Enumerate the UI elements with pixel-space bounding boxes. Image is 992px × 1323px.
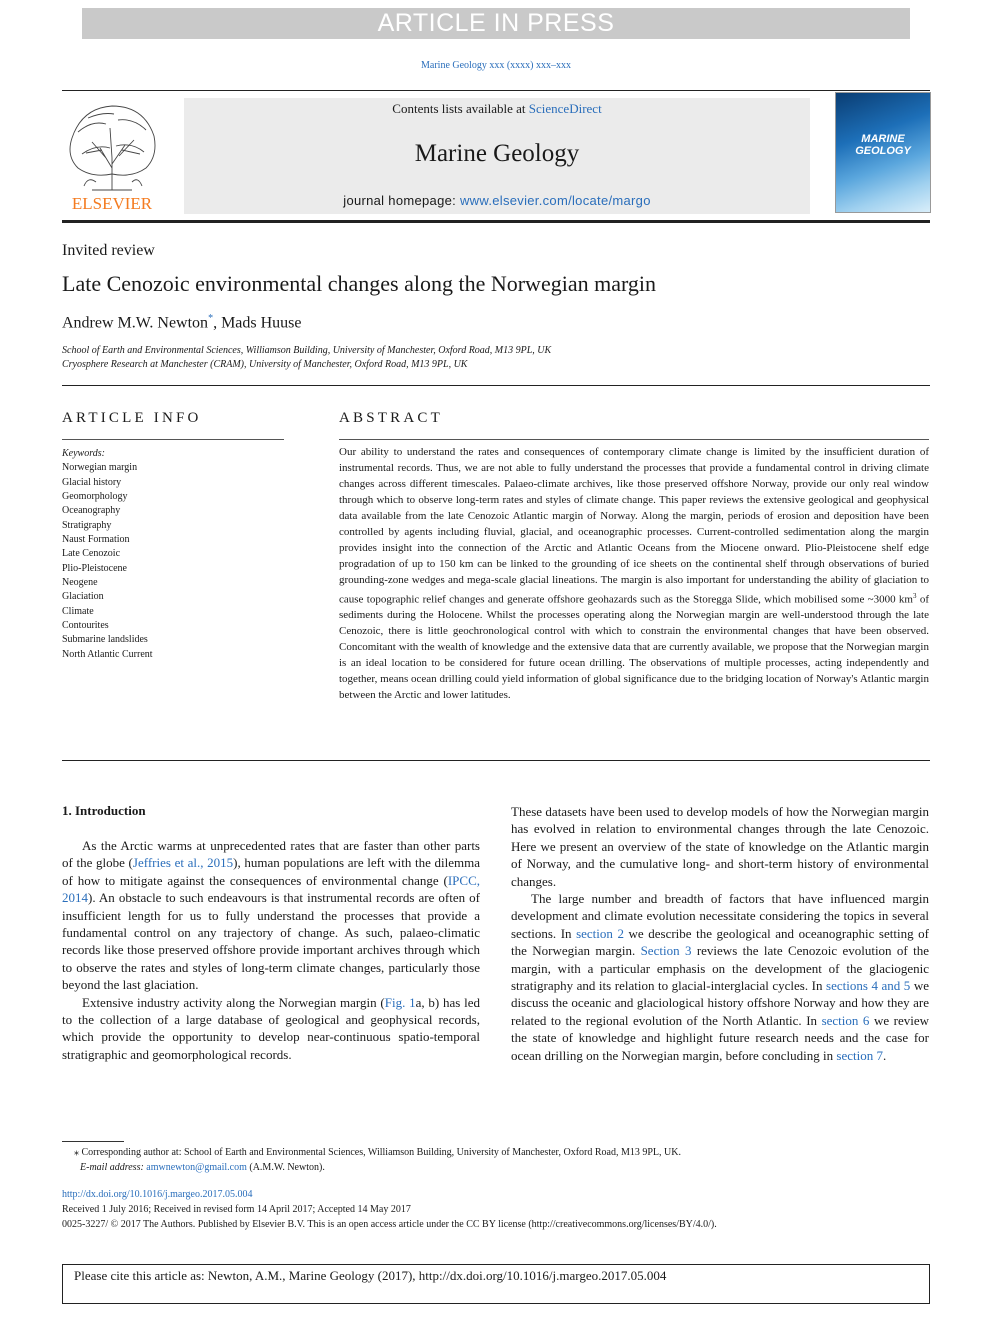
affiliation-2: Cryosphere Research at Manchester (CRAM), University of Manchester, Oxford Road, M13 9PL, UK xyxy=(62,359,468,370)
intro-paragraph-1 xyxy=(62,837,480,994)
header-bottom-rule xyxy=(62,220,930,223)
article-title: Late Cenozoic environmental changes along the Norwegian margin xyxy=(62,271,656,296)
sciencedirect-link[interactable]: ScienceDirect xyxy=(528,101,602,116)
contents-prefix: Contents lists available at xyxy=(392,101,526,116)
corresponding-author-mark[interactable]: * xyxy=(208,313,214,324)
text-run: we review the state of knowledge and highlight future research needs and the case for ocean drilling on the Norwegian margin, before concluding in xyxy=(511,1012,929,1063)
homepage-label: journal homepage: xyxy=(343,193,457,208)
keyword: Neogene xyxy=(62,577,98,589)
footnote-rule xyxy=(62,1141,124,1142)
header-top-rule xyxy=(62,90,930,91)
abstract-heading: ABSTRACT xyxy=(339,410,443,426)
article-info-rule xyxy=(62,439,284,440)
keyword: Stratigraphy xyxy=(62,519,112,531)
keyword: Climate xyxy=(62,605,94,617)
journal-title: Marine Geology xyxy=(414,140,580,167)
text-run: ). An obstacle to such endeavours is that instrumental records are often of insufficient length for us to fully understand the processes that provide a fundamental control on any trajectory of change. As such, palaeo-climatic records like those preserved offshore provide important archives through which to observe the rates and styles of long-term climate changes, particularly those beyond the last glaciation. xyxy=(62,890,480,993)
section-link[interactable]: section 6 xyxy=(821,1012,870,1028)
abstract-rule xyxy=(339,439,929,440)
journal-reference-link[interactable]: Marine Geology xxx (xxxx) xxx–xxx xyxy=(421,60,571,71)
article-type: Invited review xyxy=(62,242,155,259)
journal-homepage-line xyxy=(184,193,810,208)
corresponding-author-note xyxy=(62,1145,930,1160)
text-run: ), human populations are left with the dilemma of how to mitigate against the consequences of environmental change ( xyxy=(62,855,480,888)
keyword: Contourites xyxy=(62,620,109,632)
email-note xyxy=(62,1160,930,1175)
author-newton: Andrew M.W. Newton xyxy=(62,314,209,332)
text-run: . xyxy=(882,1047,887,1063)
author-huuse: Mads Huuse xyxy=(221,314,302,332)
abstract-body-1: Our ability to understand the rates and consequences of contemporary climate change is limited by the insufficient duration of instrumental records. Thus, we are not able to fully understand the processes that provide a fundamental control in driving climate changes across different timescales. Palaeo-climate archives, like those preserved offshore Norway, provide our only real window through which to observe long-term rates and styles of climate change. This paper reviews the extensive geological and geophysical data available from the late Cenozoic Atlantic margin of Norway. Along the margin, periods of erosion and deposition have been controlled by agents including fluvial, glacial, and oceanographic processes. Current-controlled sedimentation along the margin provides insight into the connection of the Arctic and Atlantic Oceans from the Miocene onward. Plio-Pleistocene shelf edge progradation of up to 150 km can be linked to the grounding of ice sheets on the continental shelf through observations of buried grounding-zone wedges and mega-scale glacial lineations. The margin is also important for understanding the ability of glaciation to cause topographic relief changes and generate offshore geohazards such as the Storegga Slide, which mobilised some ~3000 km xyxy=(339,446,929,606)
received-dates: Received 1 July 2016; Received in revised form 14 April 2017; Accepted 14 May 2017 xyxy=(62,1204,411,1215)
footnote-text: Corresponding author at: School of Earth and Environmental Sciences, Williamson Building, University of Manchester, Oxford Road, M13 9PL, UK. xyxy=(81,1147,681,1158)
citation-text: Please cite this article as: Newton, A.M., Marine Geology (2017), http://dx.doi.org/10.1016/j.margeo.2017.05.004 xyxy=(74,1268,667,1283)
affiliation-1: School of Earth and Environmental Sciences, Williamson Building, University of Manchester, Oxford Road, M13 9PL, UK xyxy=(62,345,552,356)
body-column-right xyxy=(511,803,929,1064)
citation-link[interactable]: IPCC, 2014 xyxy=(62,872,480,906)
article-in-press-banner: ARTICLE IN PRESS xyxy=(82,8,910,39)
keyword: Naust Formation xyxy=(62,534,130,546)
section-link[interactable]: section 2 xyxy=(576,925,624,941)
keyword: Glacial history xyxy=(62,476,122,488)
abstract-body-2: of sediments during the Holocene. Whilst the processes operating along the Norwegian margin are well-understood through the late Cenozoic, there is little geochronological control with which to constrain the environmental changes that have been observed. Concomitant with the wealth of knowledge and the extensive data that are currently available, we propose that the Norwegian margin is an ideal location to be considered for future ocean drilling. The observations of multiple processes, acting independently and together, means ocean drilling could yield information of global significance due to the bridging location of Norway's Atlantic margin between the Arctic and lower latitudes. xyxy=(339,593,929,701)
footnote xyxy=(62,1145,930,1175)
footnote-mark: ⁎ xyxy=(74,1147,79,1158)
keyword: Plio-Pleistocene xyxy=(62,562,127,574)
journal-cover-title: MARINE GEOLOGY xyxy=(855,133,911,157)
figure-link[interactable]: Fig. 1 xyxy=(384,994,416,1010)
intro-paragraph-4 xyxy=(511,890,929,1064)
intro-paragraph-2 xyxy=(62,994,480,1064)
text-run: As the Arctic warms at unprecedented rates that are faster than other parts of the globe ( xyxy=(62,838,480,871)
author-separator: , xyxy=(213,314,218,332)
article-info-heading: ARTICLE INFO xyxy=(62,410,202,426)
elsevier-tree-logo xyxy=(62,98,162,212)
text-run: The large number and breadth of factors that have influenced margin development and climate evolution necessitate considering the topics in several sections. In xyxy=(511,891,929,941)
keywords-label: Keywords: xyxy=(62,448,105,459)
author-list xyxy=(62,313,302,332)
text-run: we describe the geological and oceanographic setting of the Norwegian margin. xyxy=(511,925,929,959)
email-owner: (A.M.W. Newton). xyxy=(249,1162,325,1173)
body-column-left xyxy=(62,837,480,1063)
license-statement: 0025-3227/ © 2017 The Authors. Published by Elsevier B.V. This is an open access article under the CC BY license (http://creativecommons.org/licenses/BY/4.0/). xyxy=(62,1219,717,1230)
section-link[interactable]: section 7 xyxy=(836,1047,883,1063)
section-link[interactable]: Section 3 xyxy=(640,943,692,959)
homepage-url-link[interactable]: www.elsevier.com/locate/margo xyxy=(459,193,651,208)
keyword: Oceanography xyxy=(62,505,121,517)
keyword: Submarine landslides xyxy=(62,634,148,646)
text-run: we discuss the oceanic and glaciological history offshore Norway and how they are related to the regional evolution of the North Atlantic. In xyxy=(511,978,929,1028)
citation-link[interactable]: Jeffries et al., 2015 xyxy=(132,855,234,871)
email-label: E-mail address: xyxy=(80,1162,144,1173)
keyword: Late Cenozoic xyxy=(62,548,121,560)
contents-line xyxy=(184,101,810,117)
text-run: reviews the late Cenozoic evolution of the margin, with a particular emphasis on the development of the glaciogenic stratigraphy and its relation to glacial-interglacial cycles. In xyxy=(511,943,930,994)
elsevier-wordmark: ELSEVIER xyxy=(71,194,153,212)
abstract-superscript: 3 xyxy=(913,591,917,600)
section-heading-introduction: 1. Introduction xyxy=(62,803,146,818)
keywords-list xyxy=(62,447,292,662)
abstract-text xyxy=(339,445,929,704)
section-link[interactable]: sections 4 and 5 xyxy=(826,978,911,994)
title-block-rule xyxy=(62,385,930,386)
text-run: Extensive industry activity along the Norwegian margin ( xyxy=(82,994,385,1010)
keyword: Glaciation xyxy=(62,591,104,603)
keyword: North Atlantic Current xyxy=(62,648,153,660)
keyword: Geomorphology xyxy=(62,491,128,503)
intro-paragraph-3: These datasets have been used to develop models of how the Norwegian margin has evolved in relation to environmental changes through the late Cenozoic. Here we present an overview of the state of knowledge on the Atlantic margin of Norway, and the cumulative long- and short-term history of environmental changes. xyxy=(511,804,929,889)
doi-link[interactable]: http://dx.doi.org/10.1016/j.margeo.2017.05.004 xyxy=(62,1189,253,1200)
email-link[interactable]: amwnewton@gmail.com xyxy=(146,1162,247,1173)
text-run: a, b) has led to the collection of a large database of geological and geophysical records, which provide the opportunity to develop near-continuous spatio-temporal stratigraphic and geomorphological records. xyxy=(62,994,480,1062)
abstract-end-rule xyxy=(62,760,930,761)
publication-info xyxy=(62,1187,930,1232)
keyword: Norwegian margin xyxy=(62,462,138,474)
